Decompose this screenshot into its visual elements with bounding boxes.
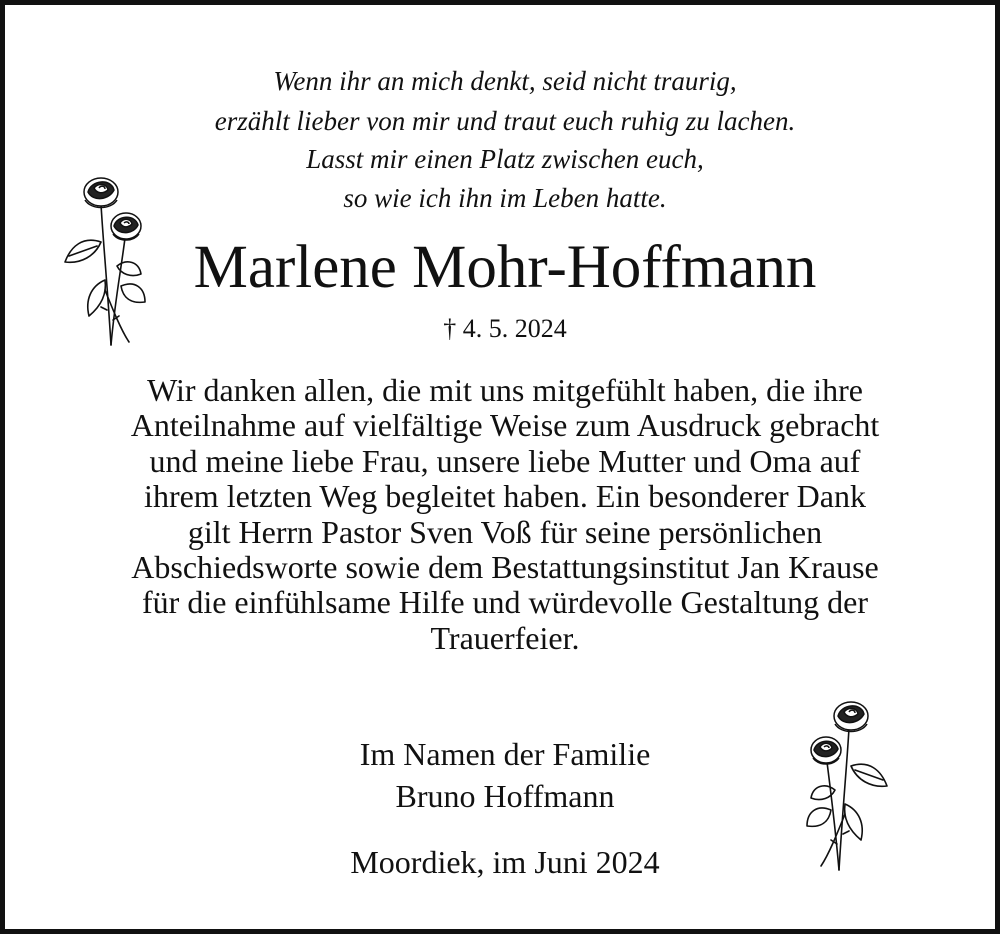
- poem-line-1: Wenn ihr an mich denkt, seid nicht traurig,: [273, 66, 737, 96]
- poem-line-4: so wie ich ihn im Leben hatte.: [343, 183, 667, 213]
- place-date: Moordiek, im Juni 2024: [350, 844, 660, 880]
- message-line-4: ihrem letzten Weg begleitet haben. Ein besonderer Dank: [144, 478, 866, 514]
- message-line-6: Abschiedsworte sowie dem Bestattungsinstitut Jan Krause: [131, 549, 879, 585]
- signature-line-1: Im Namen der Familie: [359, 736, 651, 772]
- rose-icon: [805, 693, 891, 875]
- death-date: † 4. 5. 2024: [443, 314, 567, 343]
- deceased-name: Marlene Mohr-Hoffmann: [193, 234, 817, 301]
- message-line-3: und meine liebe Frau, unsere liebe Mutter und Oma auf: [149, 443, 861, 479]
- message-line-7: für die einfühlsame Hilfe und würdevolle Gestaltung der: [142, 584, 868, 620]
- signature-line-2: Bruno Hoffmann: [395, 778, 615, 814]
- poem-line-2: erzählt lieber von mir und traut euch ruhig zu lachen.: [214, 106, 796, 136]
- message-line-8: Trauerfeier.: [430, 620, 580, 656]
- message-line-5: gilt Herrn Pastor Sven Voß für seine persönlichen: [187, 514, 823, 550]
- poem-line-3: Lasst mir einen Platz zwischen euch,: [306, 144, 704, 174]
- message-line-1: Wir danken allen, die mit uns mitgefühlt haben, die ihre: [147, 372, 863, 408]
- rose-icon: [61, 170, 147, 350]
- message-line-2: Anteilnahme auf vielfältige Weise zum Ausdruck gebracht: [130, 407, 880, 443]
